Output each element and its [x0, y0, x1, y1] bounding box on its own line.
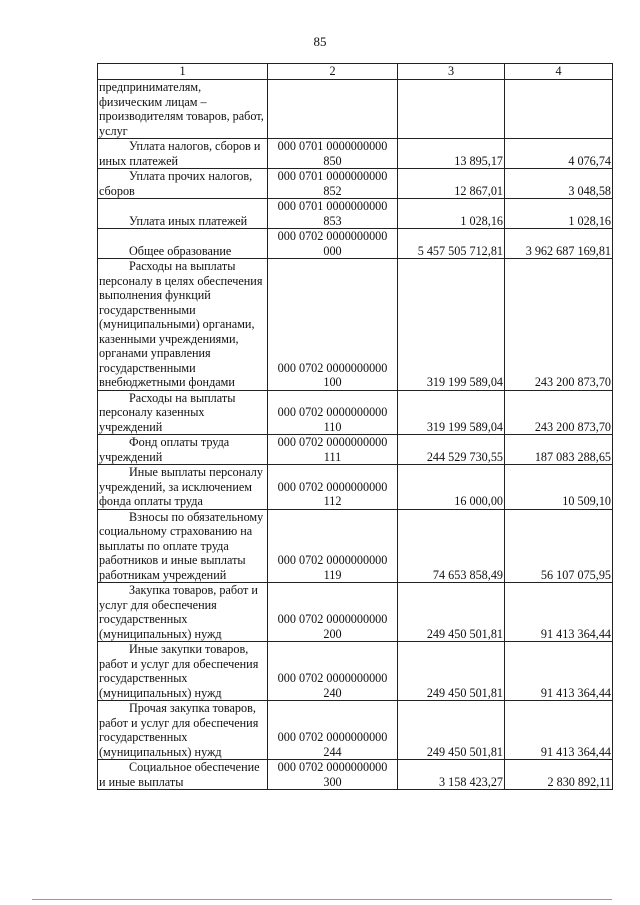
code-line-1: 000 0702 0000000000 — [277, 360, 388, 375]
row-name-cell: Общее образование — [98, 229, 268, 259]
row-value-4-cell: 2 830 892,11 — [505, 760, 613, 790]
row-value-3-cell — [398, 80, 505, 139]
code-line-2: 119 — [323, 567, 342, 582]
row-value-4-cell: 1 028,16 — [505, 199, 613, 229]
row-value-3-cell: 12 867,01 — [398, 169, 505, 199]
table-row — [98, 760, 613, 790]
row-value-4-cell: 3 962 687 169,81 — [505, 229, 613, 259]
table-row — [98, 509, 613, 583]
table-row — [98, 701, 613, 760]
row-name-cell: Социальное обеспечение и иные выплаты — [98, 760, 268, 790]
code-line-2: 200 — [323, 626, 342, 641]
row-value-4-cell: 91 413 364,44 — [505, 642, 613, 701]
row-code-cell — [268, 229, 398, 259]
header-row — [98, 64, 613, 80]
row-value-3-cell: 249 450 501,81 — [398, 583, 505, 642]
row-name-cell: предпринимателям, физическим лицам – производителям товаров, работ, услуг — [98, 80, 268, 139]
row-name-cell: Уплата иных платежей — [98, 199, 268, 229]
code-line-1: 000 0701 0000000000 — [277, 169, 388, 183]
row-code-cell — [268, 465, 398, 510]
row-code-cell — [268, 583, 398, 642]
row-name-cell: Уплата налогов, сборов и иных платежей — [98, 139, 268, 169]
code-line-1: 000 0702 0000000000 — [277, 435, 388, 449]
row-name-cell: Расходы на выплаты персоналу казенных учреждений — [98, 390, 268, 435]
column-header-3: 3 — [398, 64, 505, 80]
row-code-cell — [268, 80, 398, 139]
row-value-3-cell: 16 000,00 — [398, 465, 505, 510]
row-code-cell — [268, 435, 398, 465]
code-line-1: 000 0702 0000000000 — [277, 553, 388, 567]
row-value-4-cell — [505, 80, 613, 139]
table-row — [98, 390, 613, 435]
row-code-cell — [268, 139, 398, 169]
page-number: 85 — [313, 34, 327, 49]
row-value-3-cell: 13 895,17 — [398, 139, 505, 169]
code-line-1: 000 0702 0000000000 — [277, 479, 388, 494]
row-code-cell — [268, 701, 398, 760]
code-line-1: 000 0702 0000000000 — [277, 229, 388, 243]
row-value-3-cell: 319 199 589,04 — [398, 390, 505, 435]
table-row — [98, 80, 613, 139]
code-line-2: 850 — [323, 153, 342, 168]
table-row — [98, 583, 613, 642]
column-header-4: 4 — [505, 64, 613, 80]
code-line-2: 100 — [323, 375, 342, 389]
code-line-2: 240 — [323, 685, 342, 700]
row-code-cell — [268, 259, 398, 391]
row-value-4-cell: 243 200 873,70 — [505, 390, 613, 435]
footer-divider — [32, 899, 612, 900]
row-value-3-cell: 244 529 730,55 — [398, 435, 505, 465]
table-body — [98, 80, 613, 790]
table-row — [98, 229, 613, 259]
table-row — [98, 465, 613, 510]
row-value-3-cell: 74 653 858,49 — [398, 509, 505, 583]
column-header-2: 2 — [268, 64, 398, 80]
row-code-cell — [268, 509, 398, 583]
row-value-4-cell: 91 413 364,44 — [505, 701, 613, 760]
code-line-2: 300 — [323, 774, 342, 789]
row-value-4-cell: 187 083 288,65 — [505, 435, 613, 465]
code-line-2: 852 — [323, 183, 342, 198]
code-line-2: 000 — [323, 243, 342, 258]
row-code-cell — [268, 199, 398, 229]
row-value-3-cell: 5 457 505 712,81 — [398, 229, 505, 259]
row-name-cell: Прочая закупка товаров, работ и услуг для обеспечения государственных (муниципальных) нужд — [98, 701, 268, 760]
row-name-cell: Закупка товаров, работ и услуг для обеспечения государственных (муниципальных) нужд — [98, 583, 268, 642]
row-code-cell — [268, 390, 398, 435]
code-line-1: 000 0702 0000000000 — [277, 612, 388, 626]
table-row — [98, 199, 613, 229]
row-name-cell: Расходы на выплаты персоналу в целях обеспечения выполнения функций государственными (муниципальными) органами, казенными учреждениями, органами управления государственными внебюджетными фондами — [98, 259, 268, 391]
row-code-cell — [268, 642, 398, 701]
row-value-4-cell: 243 200 873,70 — [505, 259, 613, 391]
code-line-2: 110 — [323, 419, 342, 434]
row-value-4-cell: 56 107 075,95 — [505, 509, 613, 583]
row-value-4-cell: 91 413 364,44 — [505, 583, 613, 642]
row-value-4-cell: 4 076,74 — [505, 139, 613, 169]
row-name-cell: Уплата прочих налогов, сборов — [98, 169, 268, 199]
row-code-cell — [268, 169, 398, 199]
row-value-4-cell: 3 048,58 — [505, 169, 613, 199]
table-row — [98, 139, 613, 169]
code-line-1: 000 0702 0000000000 — [277, 730, 388, 744]
code-line-1: 000 0702 0000000000 — [277, 671, 388, 685]
column-header-1: 1 — [98, 64, 268, 80]
code-line-2: 853 — [323, 213, 342, 228]
row-value-3-cell: 249 450 501,81 — [398, 701, 505, 760]
code-line-2: 111 — [323, 449, 342, 464]
row-code-cell — [268, 760, 398, 790]
table-row — [98, 435, 613, 465]
code-line-2: 244 — [323, 744, 342, 759]
table-row — [98, 259, 613, 391]
row-value-3-cell: 319 199 589,04 — [398, 259, 505, 391]
code-line-1: 000 0702 0000000000 — [277, 405, 388, 419]
row-value-3-cell: 3 158 423,27 — [398, 760, 505, 790]
code-line-1: 000 0701 0000000000 — [277, 199, 388, 213]
row-name-cell: Иные выплаты персоналу учреждений, за исключением фонда оплаты труда — [98, 465, 268, 510]
row-value-4-cell: 10 509,10 — [505, 465, 613, 510]
code-line-1: 000 0702 0000000000 — [277, 760, 388, 774]
budget-table — [97, 63, 613, 790]
code-line-1: 000 0701 0000000000 — [277, 139, 388, 153]
row-name-cell: Взносы по обязательному социальному страхованию на выплаты по оплате труда работников и иные выплаты работникам учреждений — [98, 509, 268, 583]
row-value-3-cell: 249 450 501,81 — [398, 642, 505, 701]
table-row — [98, 169, 613, 199]
row-value-3-cell: 1 028,16 — [398, 199, 505, 229]
code-line-2: 112 — [323, 494, 342, 508]
row-name-cell: Иные закупки товаров, работ и услуг для обеспечения государственных (муниципальных) нужд — [98, 642, 268, 701]
table-row — [98, 642, 613, 701]
row-name-cell: Фонд оплаты труда учреждений — [98, 435, 268, 465]
